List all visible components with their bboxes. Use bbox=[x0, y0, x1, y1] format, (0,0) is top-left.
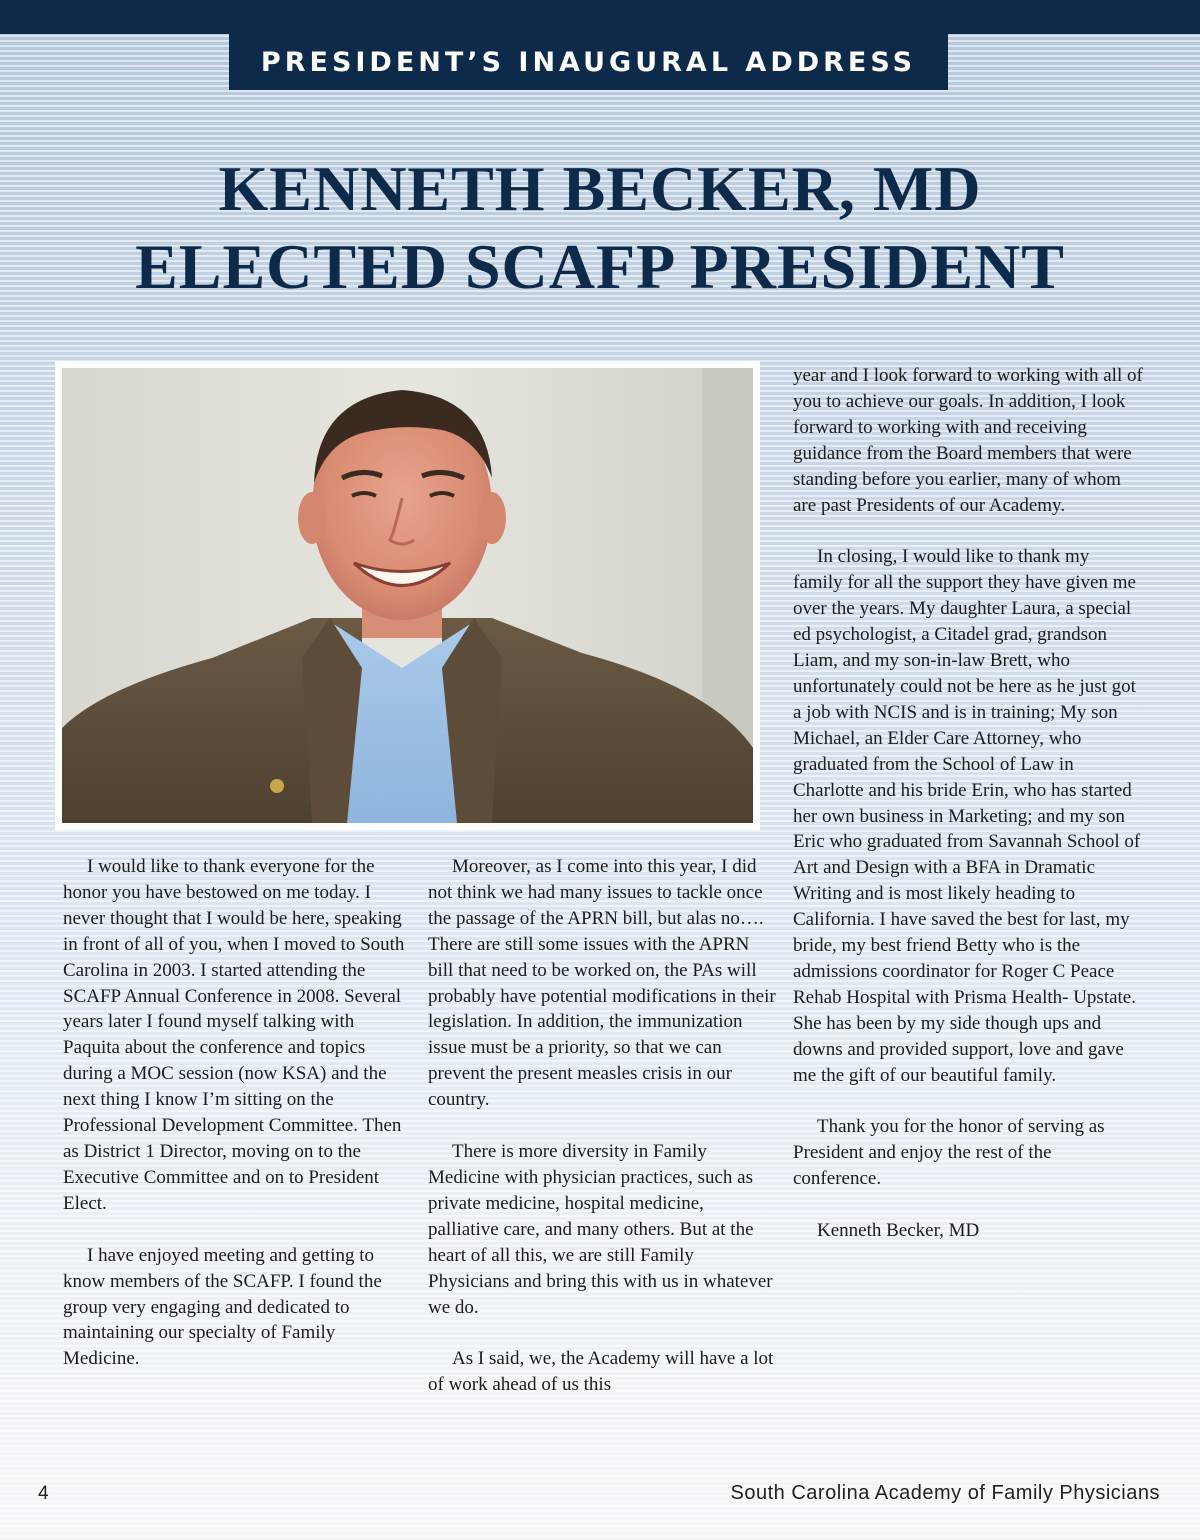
text-column-2 bbox=[428, 854, 778, 1424]
paragraph: As I said, we, the Academy will have a lot of work ahead of us this bbox=[428, 1348, 774, 1396]
top-bar bbox=[0, 0, 1200, 34]
paragraph: Moreover, as I come into this year, I did not think we had many issues to tackle once the passage of the APRN bill, but alas no…. There are still some issues with the APRN bill that need to be worked on, the PAs will probably have potential modifications in their legislation. In addition, the immunization issue must be a priority, so that we can prevent the present measles crisis in our country. bbox=[428, 856, 776, 1111]
page-number: 4 bbox=[38, 1483, 49, 1504]
headline bbox=[60, 150, 1140, 306]
photo-frame bbox=[55, 361, 760, 830]
paragraph: I have enjoyed meeting and getting to know members of the SCAFP. I found the group very engaging and dedicated to maintaining our specialty of Family Medicine. bbox=[63, 1244, 382, 1370]
text-column-3 bbox=[793, 363, 1143, 1270]
text-column-1 bbox=[63, 854, 413, 1398]
headline-line-2: ELECTED SCAFP PRESIDENT bbox=[135, 231, 1065, 302]
paragraph: year and I look forward to working with all of you to achieve our goals. In addition, I look forward to working with and receiving guidance from the Board members that were standing before you earlier, many of whom are past Presidents of our Academy. bbox=[793, 365, 1143, 516]
portrait-photo-icon bbox=[62, 368, 753, 823]
paragraph: I would like to thank everyone for the honor you have bestowed on me today. I never thought that I would be here, speaking in front of all of you, when I moved to South Carolina in 2003. I started attending the SCAFP Annual Conference in 2008. Several years later I found myself talking with Paquita about the conference and topics during a MOC session (now KSA) and the next thing I know I’m sitting on the Professional Development Committee. Then as District 1 Director, moving on to the Executive Committee and on to President Elect. bbox=[63, 856, 405, 1214]
signature: Kenneth Becker, MD bbox=[817, 1220, 980, 1242]
paragraph: There is more diversity in Family Medicine with physician practices, such as private medicine, hospital medicine, palliative care, and many others. But at the heart of all this, we are still Family Physicians and bring this with us in whatever we do. bbox=[428, 1141, 773, 1318]
footer-organization: South Carolina Academy of Family Physicians bbox=[730, 1482, 1160, 1504]
paragraph: Thank you for the honor of serving as President and enjoy the rest of the conference. bbox=[793, 1116, 1105, 1190]
section-banner: PRESIDENT’S INAUGURAL ADDRESS bbox=[229, 34, 948, 90]
paragraph: In closing, I would like to thank my family for all the support they have given me over the years. My daughter Laura, a special ed psychologist, a Citadel grad, grandson Liam, and my son-in-law Brett, who unfortunately could not be here as he just got a job with NCIS and is in training; My son Michael, an Elder Care Attorney, who graduated from the School of Law in Charlotte and his bride Erin, who has started her own business in Marketing; and my son Eric who graduated from Savannah School of Art and Design with a BFA in Dramatic Writing and is most likely heading to California. I have saved the best for last, my bride, my best friend Betty who is the admissions coordinator for Roger C Peace Rehab Hospital with Prisma Health- Upstate. She has been by my side though ups and downs and provided support, love and gave me the gift of our beautiful family. bbox=[793, 546, 1141, 1086]
headline-line-1: KENNETH BECKER, MD bbox=[218, 153, 982, 224]
